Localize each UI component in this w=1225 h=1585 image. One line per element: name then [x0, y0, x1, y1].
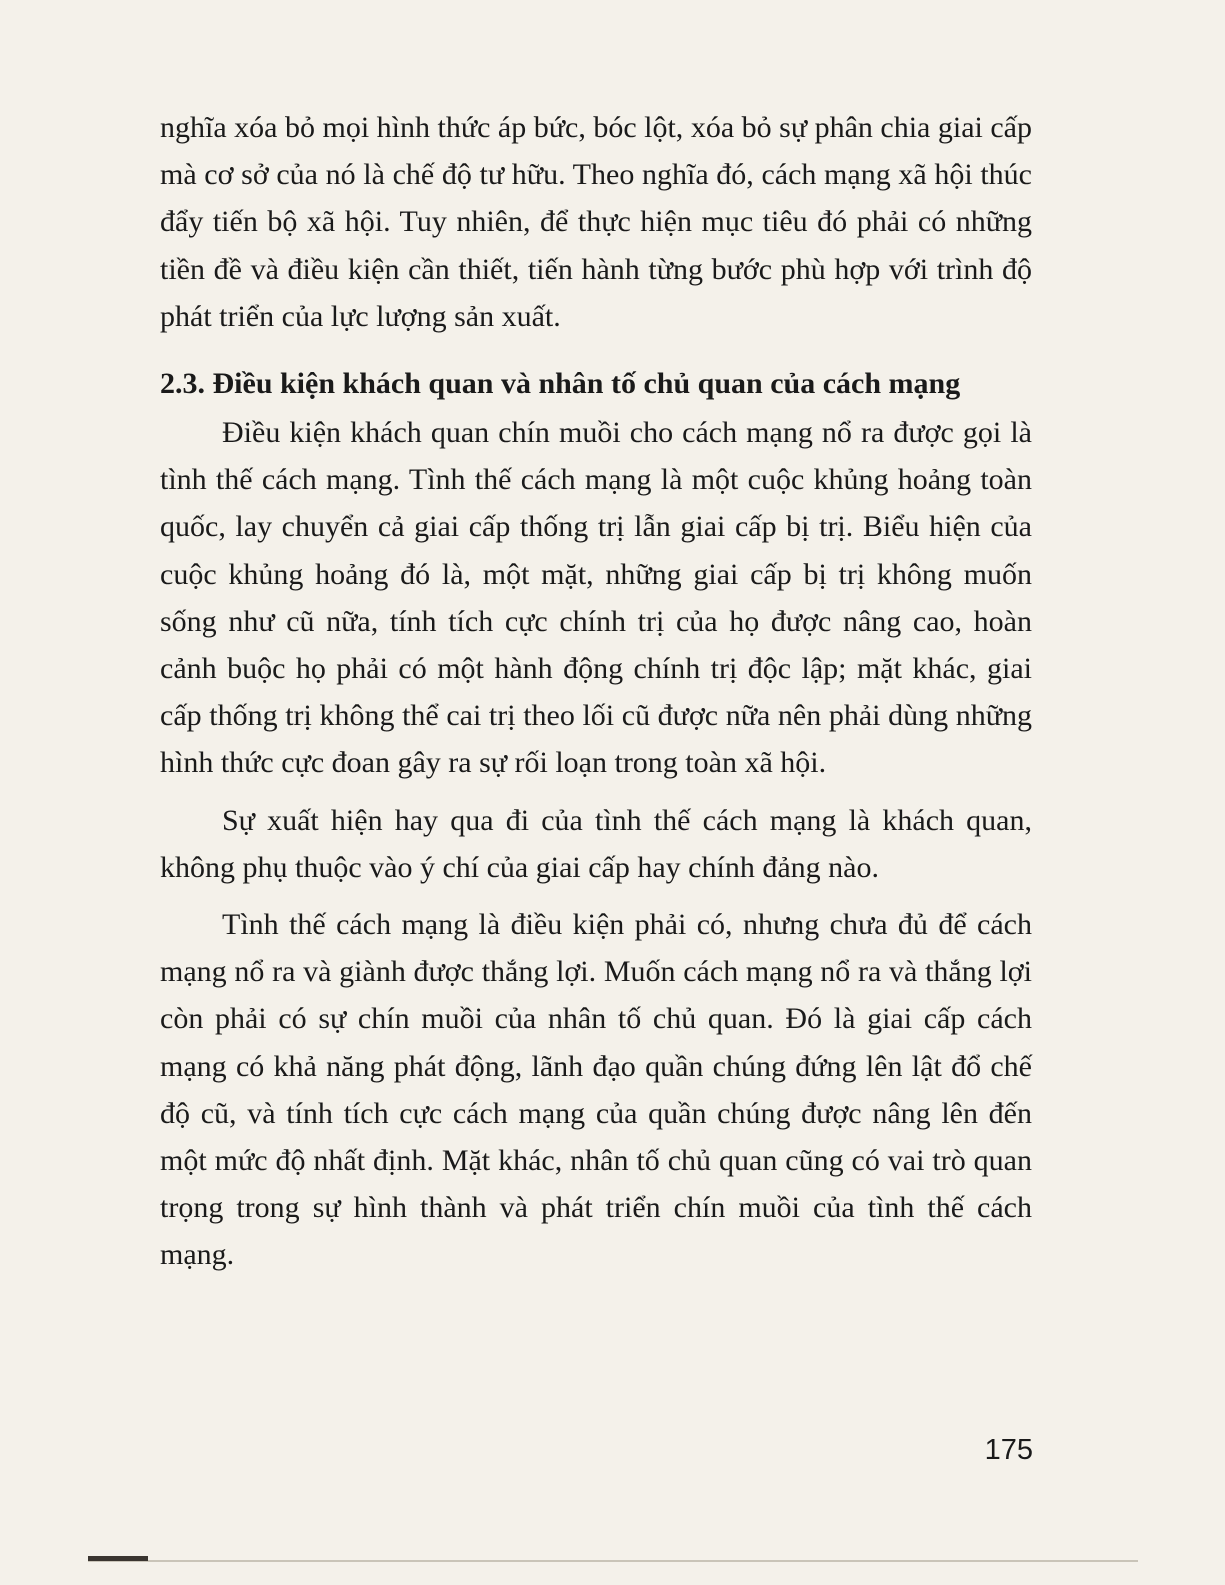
page-bottom-edge [88, 1560, 1138, 1562]
page-body [160, 104, 1032, 1279]
page-number: 175 [984, 1434, 1033, 1466]
paragraph-continuation: nghĩa xóa bỏ mọi hình thức áp bức, bóc lột, xóa bỏ sự phân chia giai cấp mà cơ sở của nó là chế độ tư hữu. Theo nghĩa đó, cách mạng xã hội thúc đẩy tiến bộ xã hội. Tuy nhiên, để thực hiện mục tiêu đó phải có những tiền đề và điều kiện cần thiết, tiến hành từng bước phù hợp với trình độ phát triển của lực lượng sản xuất. [160, 111, 1032, 333]
paragraph-objectivity: Sự xuất hiện hay qua đi của tình thế cách mạng là khách quan, không phụ thuộc vào ý chí của giai cấp hay chính đảng nào. [160, 803, 1032, 884]
binding-shadow-mark [88, 1556, 148, 1561]
section-heading: 2.3. Điều kiện khách quan và nhân tố chủ quan của cách mạng [160, 367, 961, 401]
paragraph-subjective-factor: Tình thế cách mạng là điều kiện phải có, nhưng chưa đủ để cách mạng nổ ra và giành được thắng lợi. Muốn cách mạng nổ ra và thắng lợi còn phải có sự chín muồi của nhân tố chủ quan. Đó là giai cấp cách mạng có khả năng phát động, lãnh đạo quần chúng đứng lên lật đổ chế độ cũ, và tính tích cực cách mạng của quần chúng được nâng lên đến một mức độ nhất định. Mặt khác, nhân tố chủ quan cũng có vai trò quan trọng trong sự hình thành và phát triển chín muồi của tình thế cách mạng. [160, 908, 1032, 1272]
paragraph-objective-conditions: Điều kiện khách quan chín muồi cho cách mạng nổ ra được gọi là tình thế cách mạng. Tình thế cách mạng là một cuộc khủng hoảng toàn quốc, lay chuyển cả giai cấp thống trị lẫn giai cấp bị trị. Biểu hiện của cuộc khủng hoảng đó là, một mặt, những giai cấp bị trị không muốn sống như cũ nữa, tính tích cực chính trị của họ được nâng cao, hoàn cảnh buộc họ phải có một hành động chính trị độc lập; mặt khác, giai cấp thống trị không thể cai trị theo lối cũ được nữa nên phải dùng những hình thức cực đoan gây ra sự rối loạn trong toàn xã hội. [160, 416, 1032, 780]
